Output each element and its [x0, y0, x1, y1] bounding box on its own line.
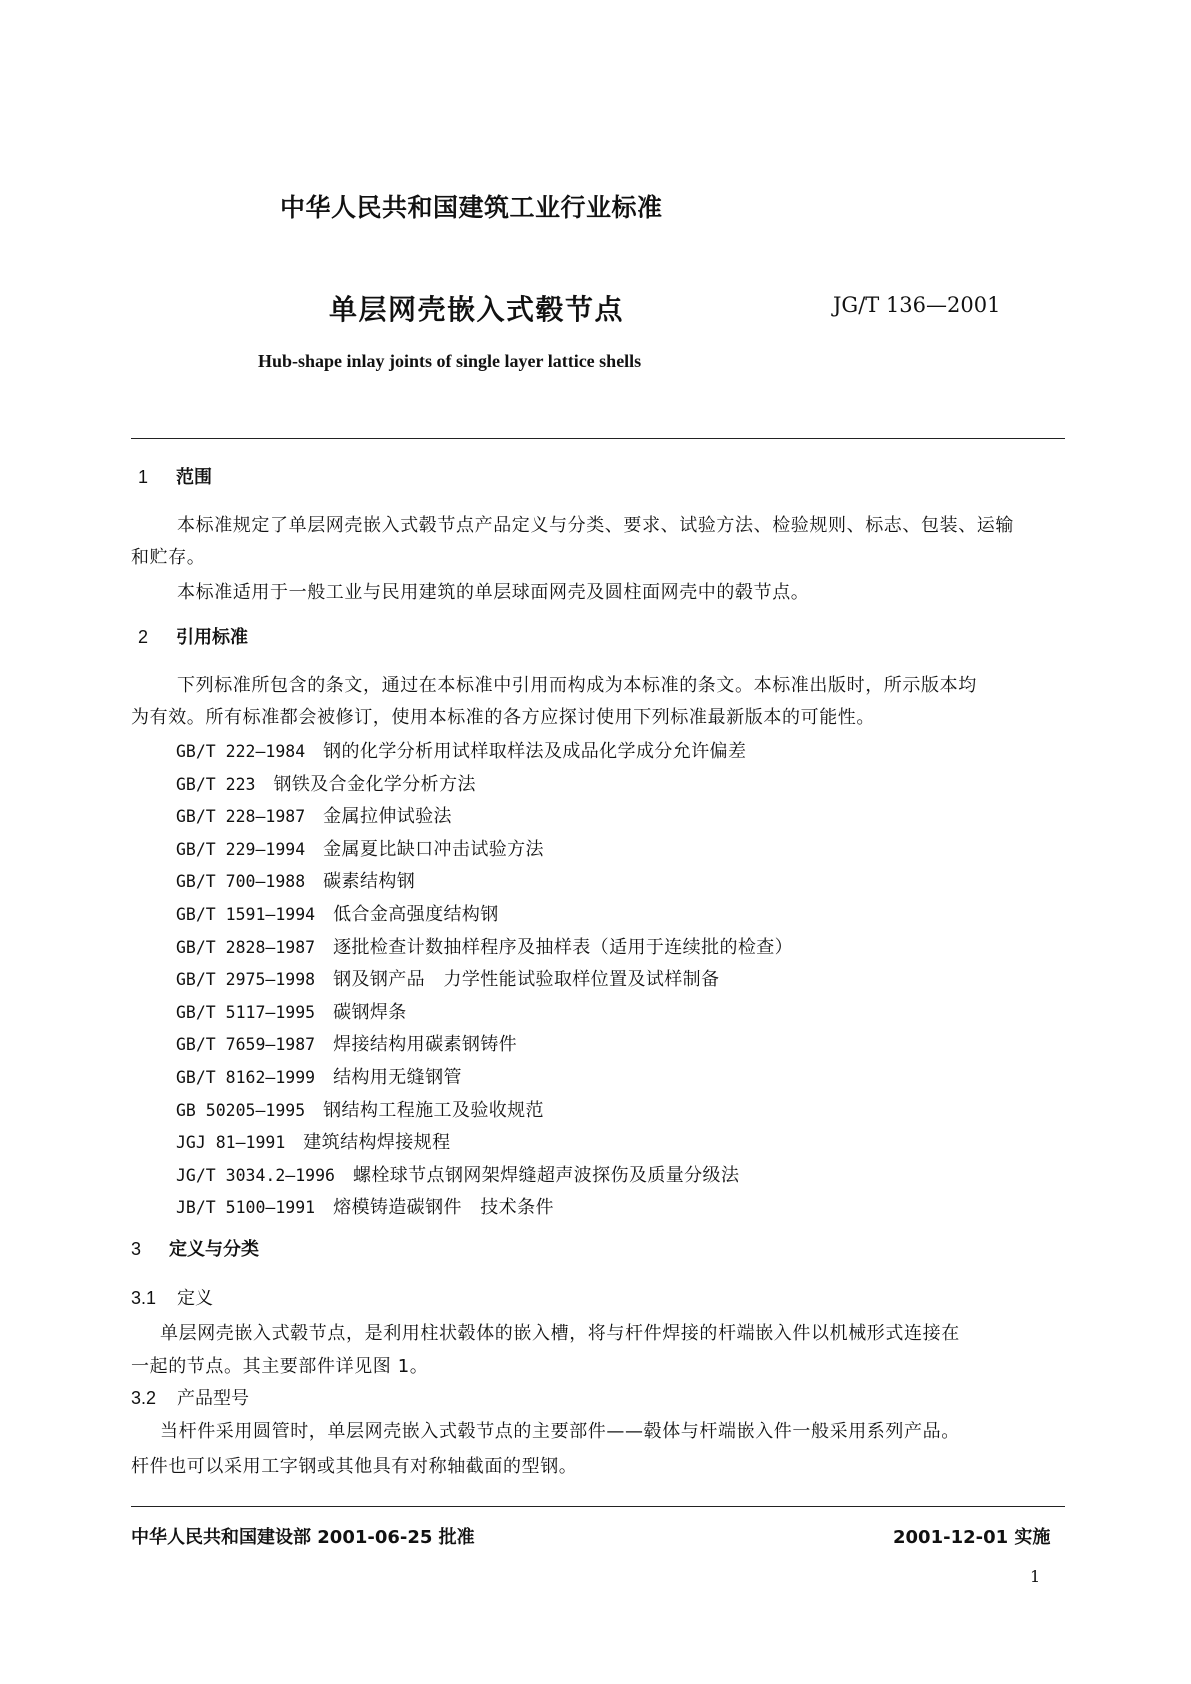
approval-date: 中华人民共和国建设部 2001-06-25 批准	[131, 1527, 475, 1548]
reference-title: 金属夏比缺口冲击试验方法	[323, 839, 544, 860]
reference-item	[176, 1161, 739, 1187]
reference-item	[176, 1063, 462, 1089]
subsection-3-1-line-2: 一起的节点。其主要部件详见图 1。	[131, 1356, 429, 1377]
reference-item	[176, 1096, 544, 1122]
section-3-title: 定义与分类	[169, 1239, 259, 1260]
reference-item	[176, 770, 476, 796]
reference-code: GB/T 228—1987	[176, 807, 306, 826]
reference-item	[176, 933, 793, 959]
section-2-number: 2	[138, 627, 149, 647]
section-2-heading	[138, 623, 248, 649]
section-1-number: 1	[138, 467, 149, 487]
subsection-3-2-line-2: 杆件也可以采用工字钢或其他具有对称轴截面的型钢。	[131, 1456, 578, 1477]
reference-title: 熔模铸造碳钢件 技术条件	[333, 1197, 554, 1218]
section-1-heading	[138, 463, 212, 489]
document-title-english: Hub-shape inlay joints of single layer lattice shells	[258, 351, 642, 371]
section-2-title: 引用标准	[176, 627, 248, 648]
reference-code: GB/T 223	[176, 775, 256, 794]
document-title: 单层网壳嵌入式毂节点	[329, 293, 625, 326]
reference-code: GB/T 8162—1999	[176, 1068, 316, 1087]
reference-title: 钢及钢产品 力学性能试验取样位置及试样制备	[333, 969, 720, 990]
subsection-3-2-line-1: 当杆件采用圆管时，单层网壳嵌入式毂节点的主要部件——毂体与杆端嵌入件一般采用系列产品。	[160, 1421, 960, 1442]
reference-code: GB/T 1591—1994	[176, 905, 316, 924]
reference-code: GB/T 2975—1998	[176, 970, 316, 989]
section-1-title: 范围	[176, 467, 212, 488]
reference-code: GB/T 7659—1987	[176, 1035, 316, 1054]
reference-code: GB/T 5117—1995	[176, 1003, 316, 1022]
page-number: 1	[1030, 1567, 1041, 1586]
section-3-heading	[131, 1235, 259, 1261]
reference-title: 钢结构工程施工及验收规范	[323, 1100, 544, 1121]
section-1-paragraph-1-line-2: 和贮存。	[131, 547, 206, 568]
reference-title: 钢铁及合金化学分析方法	[273, 774, 476, 795]
header-organization: 中华人民共和国建筑工业行业标准	[280, 193, 663, 222]
reference-code: JB/T 5100—1991	[176, 1198, 316, 1217]
section-2-paragraph-line-2: 为有效。所有标准都会被修订，使用本标准的各方应探讨使用下列标准最新版本的可能性。	[131, 707, 875, 728]
reference-item	[176, 737, 746, 763]
reference-title: 逐批检查计数抽样程序及抽样表（适用于连续批的检查）	[333, 937, 794, 958]
reference-code: JGJ 81—1991	[176, 1133, 286, 1152]
reference-title: 金属拉伸试验法	[323, 806, 452, 827]
subsection-3-1-line-1: 单层网壳嵌入式毂节点，是利用柱状毂体的嵌入槽，将与杆件焊接的杆端嵌入件以机械形式连接在	[160, 1323, 960, 1344]
reference-item	[176, 867, 415, 893]
reference-code: GB/T 222—1984	[176, 742, 306, 761]
reference-title: 结构用无缝钢管	[333, 1067, 462, 1088]
subsection-3-2-heading	[131, 1384, 249, 1410]
reference-item	[176, 998, 407, 1024]
subsection-3-1-heading	[131, 1284, 213, 1310]
reference-item	[176, 1193, 554, 1219]
subsection-3-2-title: 产品型号	[177, 1388, 249, 1409]
subsection-3-1-title: 定义	[177, 1288, 213, 1309]
reference-code: GB/T 229—1994	[176, 840, 306, 859]
footer-divider	[131, 1506, 1065, 1507]
reference-item	[176, 965, 719, 991]
subsection-3-1-number: 3.1	[131, 1288, 157, 1308]
reference-code: GB 50205—1995	[176, 1101, 306, 1120]
reference-code: JG/T 3034.2—1996	[176, 1166, 335, 1185]
header-divider	[131, 438, 1065, 439]
reference-item	[176, 1128, 450, 1154]
reference-title: 碳素结构钢	[323, 871, 416, 892]
reference-code: GB/T 2828—1987	[176, 938, 316, 957]
reference-title: 螺栓球节点钢网架焊缝超声波探伤及质量分级法	[352, 1165, 740, 1186]
reference-code: GB/T 700—1988	[176, 872, 306, 891]
section-1-paragraph-2: 本标准适用于一般工业与民用建筑的单层球面网壳及圆柱面网壳中的毂节点。	[177, 582, 810, 603]
section-3-number: 3	[131, 1239, 142, 1259]
reference-title: 建筑结构焊接规程	[303, 1132, 451, 1153]
reference-title: 碳钢焊条	[333, 1002, 407, 1023]
reference-item	[176, 900, 499, 926]
reference-title: 低合金高强度结构钢	[333, 904, 499, 925]
document-code: JG/T 136—2001	[833, 293, 1001, 317]
reference-title: 焊接结构用碳素钢铸件	[333, 1034, 518, 1055]
reference-title: 钢的化学分析用试样取样法及成品化学成分允许偏差	[323, 741, 747, 762]
section-1-paragraph-1-line-1: 本标准规定了单层网壳嵌入式毂节点产品定义与分类、要求、试验方法、检验规则、标志、包装、运输	[177, 515, 1014, 536]
subsection-3-2-number: 3.2	[131, 1388, 157, 1408]
effective-date: 2001-12-01 实施	[893, 1527, 1051, 1548]
reference-item	[176, 802, 452, 828]
reference-item	[176, 1030, 517, 1056]
reference-item	[176, 835, 544, 861]
section-2-paragraph-line-1: 下列标准所包含的条文，通过在本标准中引用而构成为本标准的条文。本标准出版时，所示版本均	[177, 675, 977, 696]
